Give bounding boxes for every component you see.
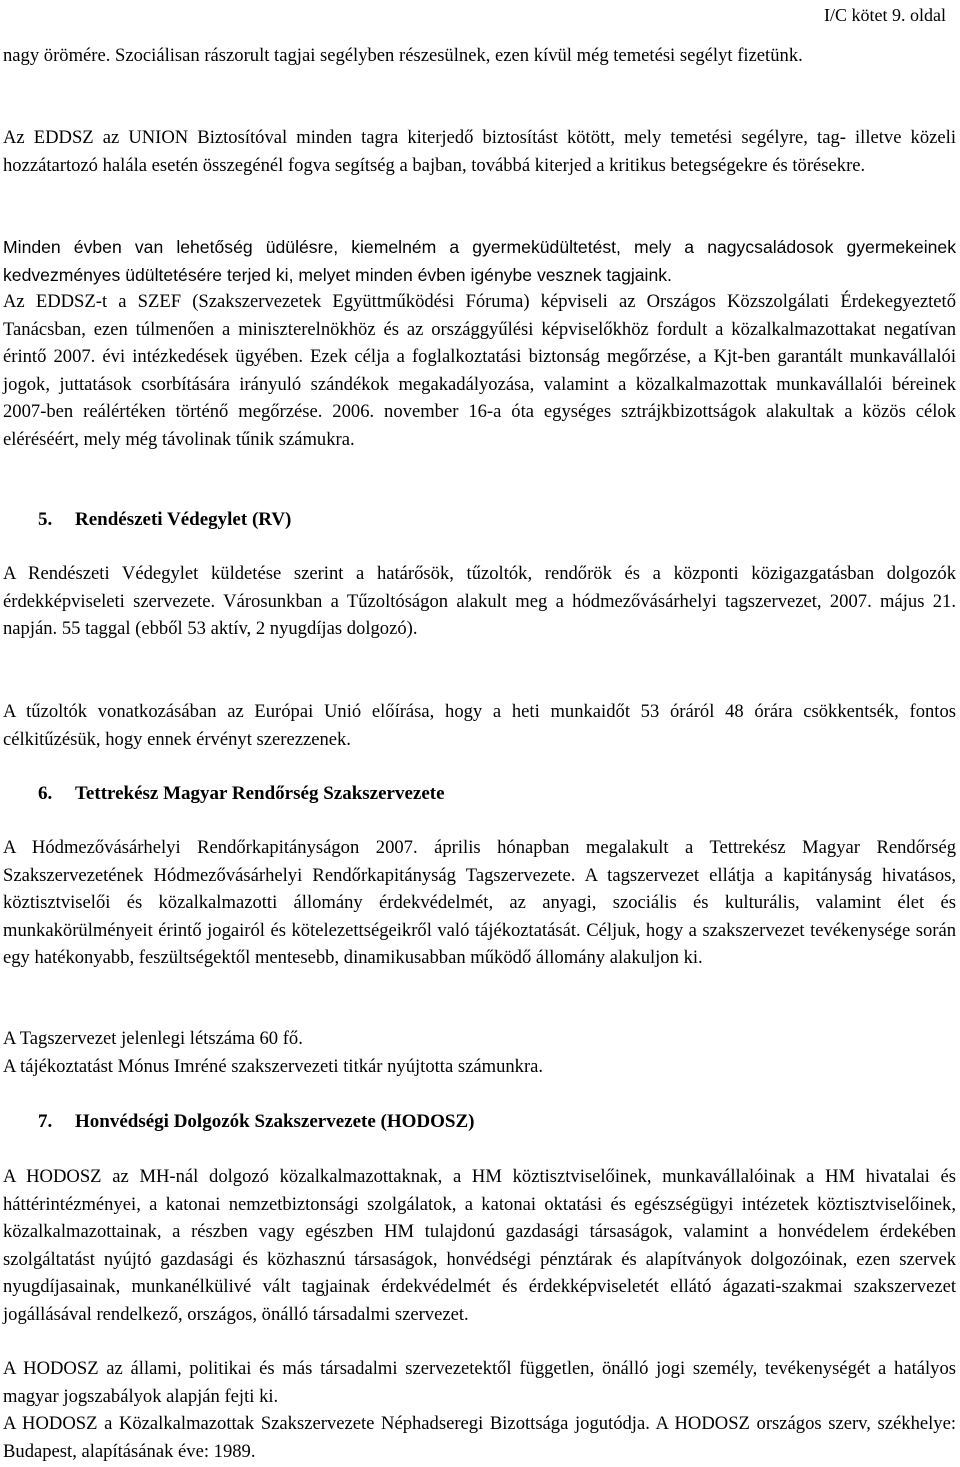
paragraph-membership-count: A Tagszervezet jelenlegi létszáma 60 fő.: [3, 1028, 303, 1049]
paragraph-hodosz-scope: A HODOSZ az MH-nál dolgozó közalkalmazottaknak, a HM köztisztviselőinek, munkavállalóinak a HM hivatalai és háttérintézményei, a katonai nemzetbiztonsági szolgálatok, a katonai oktatási és egészségügyi intézetek köztisztviselőinek, közalkalmazottainak, a részben vagy egészben HM tulajdonú gazdasági társaságok, valamint a honvédelem érdekében szolgáltatást nyújtó gazdasági és közhasznú társaságok, honvédségi pénztárak és alapítványok dolgozóinak, ezen szervek nyugdíjasainak, munkanélkülivé vált tagjainak érdekvédelmét és érdekképviseletét ellátó ágazati-szakmai szakszervezet jogállásával rendelkező, országos, önálló társadalmi szervezet.: [3, 1166, 956, 1325]
section-title: Tettrekész Magyar Rendőrség Szakszervezete: [75, 783, 445, 804]
section-title: Honvédségi Dolgozók Szakszervezete (HODOSZ): [75, 1111, 475, 1132]
section-number: 5.: [38, 509, 53, 530]
section-title: Rendészeti Védegylet (RV): [75, 509, 292, 530]
section-number: 6.: [38, 783, 53, 804]
paragraph-firefighters: A tűzoltók vonatkozásában az Európai Unió előírása, hogy a heti munkaidőt 53 óráról 48 órára csökkentsék, fontos célkitűzésük, hogy ennek érvényt szerezzenek.: [3, 701, 956, 750]
paragraph-holiday: Minden évben van lehetőség üdülésre, kiemelném a gyermeküdültetést, mely a nagycsaládosok gyermekeinek kedvezményes üdültetésére terjed ki, melyet minden évben igénybe vesznek tagjaink.: [3, 237, 956, 285]
paragraph-tmrsz: A Hódmezővásárhelyi Rendőrkapitányságon 2007. április hónapban megalakult a Tettrekész Magyar Rendőrség Szakszervezetének Hódmezővásárhelyi Rendőrkapitányság Tagszervezete. A tagszervezet ellátja a kapitányság hivatásos, köztisztviselői és közalkalmazotti állomány érdekvédelmét, az anyagi, szociális és kulturális, valamint élet és munkakörülményeit érintő jogairól és kötelezettségeikről való tájékoztatását. Céljuk, hogy a szakszervezet tevékenysége során egy hatékonyabb, feszültségektől mentesebb, dinamikusabban működő állomány alakuljon ki.: [3, 837, 956, 969]
paragraph-informant: A tájékoztatást Mónus Imréné szakszervezeti titkár nyújtotta számunkra.: [3, 1056, 544, 1077]
paragraph-rv-mission: A Rendészeti Védegylet küldetése szerint a határősök, tűzoltók, rendőrök és a központi közigazgatásban dolgozók érdekképviseleti szervezete. Városunkban a Tűzoltóságon alakult meg a hódmezővásárhelyi tagszervezet, 2007. május 21. napján. 55 taggal (ebből 53 aktív, 2 nyugdíjas dolgozó).: [3, 563, 956, 640]
paragraph-insurance: Az EDDSZ az UNION Biztosítóval minden tagra kiterjedő biztosítást kötött, mely temetési segélyre, tag- illetve közeli hozzátartozó halála esetén összegénél fogva segítség a bajban, továbbá kiterjed a kritikus betegségekre és törésekre.: [3, 127, 956, 176]
paragraph-szef: Az EDDSZ-t a SZEF (Szakszervezetek Együttműködési Fóruma) képviseli az Országos Közszolgálati Érdekegyeztető Tanácsban, ezen túlmenően a miniszterelnökhöz és az országgyűlési képviselőkhöz fordult a közalkalmazottakat negatívan érintő 2007. évi intézkedések ügyében. Ezek célja a foglalkoztatási biztonság megőrzése, a Kjt-ben garantált munkavállalói jogok, juttatások csorbítására irányuló szándékok megakadályozása, valamint a közalkalmazottak munkavállalói béreinek 2007-ben reálértéken történő megőrzése. 2006. november 16-a óta egységes sztrájkbizottságok alakultak a közös célok eléréséért, mely még távolinak tűnik számukra.: [3, 291, 956, 450]
section-heading-rv: [38, 506, 291, 534]
page-header: I/C kötet 9. oldal: [824, 5, 946, 25]
section-heading-hodosz: [38, 1108, 474, 1136]
section-number: 7.: [38, 1111, 53, 1132]
paragraph-hodosz-independence: A HODOSZ az állami, politikai és más társadalmi szervezetektől független, önálló jogi személy, tevékenységét a hatályos magyar jogszabályok alapján fejti ki.: [3, 1358, 956, 1407]
paragraph-social-aid: nagy örömére. Szociálisan rászorult tagjai segélyben részesülnek, ezen kívül még temetési segélyt fizetünk.: [3, 45, 803, 66]
paragraph-hodosz-history: A HODOSZ a Közalkalmazottak Szakszervezete Néphadseregi Bizottsága jogutódja. A HODOSZ országos szerv, székhelye: Budapest, alapításának éve: 1989.: [3, 1413, 956, 1462]
section-heading-tmrsz: [38, 780, 445, 808]
